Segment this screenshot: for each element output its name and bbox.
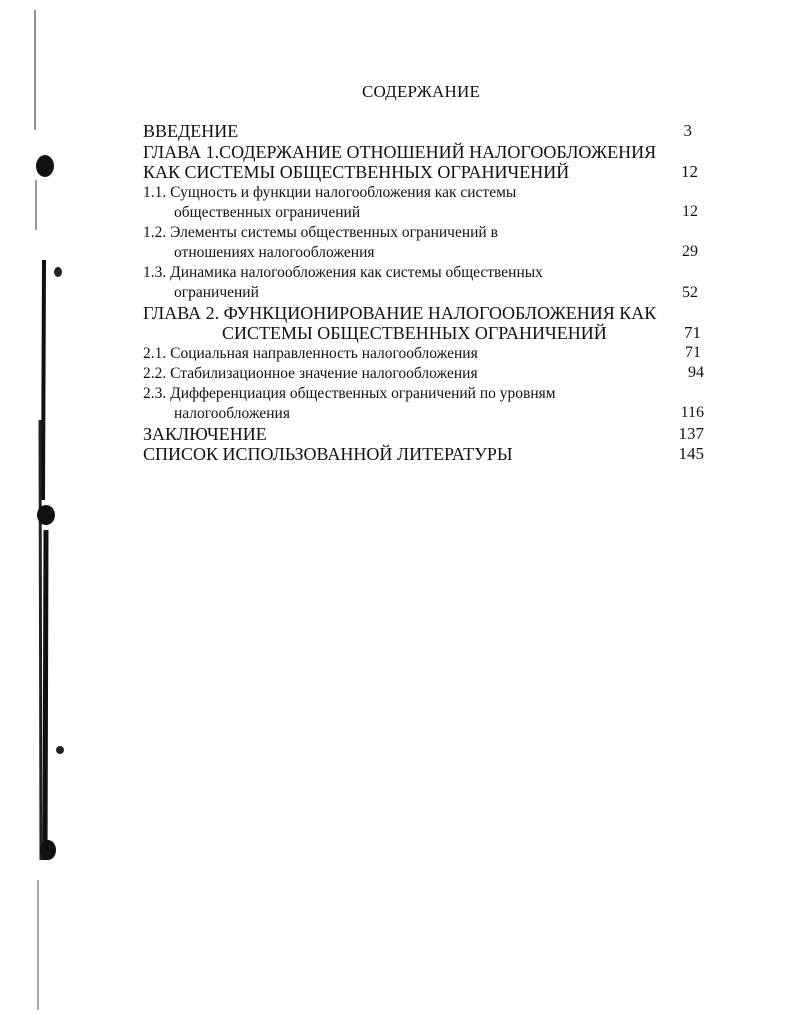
punch-hole-middle (37, 505, 55, 525)
toc-references-label: СПИСОК ИСПОЛЬЗОВАННОЙ ЛИТЕРАТУРЫ (143, 444, 513, 464)
toc-section-2-1-page: 71 (685, 344, 701, 361)
page-title: СОДЕРЖАНИЕ (362, 82, 481, 101)
toc-section-1-2-line2: отношениях налогообложения (174, 244, 375, 261)
toc-section-1-3-line2: ограничений (174, 284, 259, 301)
toc-section-1-1-line2: общественных ограничений (174, 204, 361, 221)
toc-section-2-3-line2: налогообложения (174, 405, 290, 422)
toc-section-1-1-page: 12 (682, 203, 698, 220)
toc-chapter2-page: 71 (684, 323, 701, 342)
toc-section-1-3-page: 52 (682, 284, 698, 301)
toc-chapter1-line1: ГЛАВА 1.СОДЕРЖАНИЕ ОТНОШЕНИЙ НАЛОГООБЛОЖЕНИЯ (143, 142, 657, 162)
punch-hole-top (36, 155, 54, 177)
toc-section-2-2-page: 94 (688, 364, 704, 381)
toc-section-1-2-line1: 1.2. Элементы системы общественных ограничений в (143, 224, 498, 241)
toc-references-page: 145 (678, 444, 704, 463)
toc-section-1-1-line1: 1.1. Сущность и функции налогообложения как системы (143, 184, 517, 201)
toc-chapter2-line1: ГЛАВА 2. ФУНКЦИОНИРОВАНИЕ НАЛОГООБЛОЖЕНИЯ КАК (143, 303, 657, 323)
punch-hole-bottom (40, 840, 56, 860)
toc-intro-label: ВВЕДЕНИЕ (143, 121, 239, 141)
toc-intro-page: 3 (683, 121, 692, 140)
toc-section-2-2-line1: 2.2. Стабилизационное значение налогообложения (143, 365, 478, 382)
toc-section-2-3-line1: 2.3. Дифференциация общественных ограничений по уровням (143, 385, 556, 402)
toc-section-2-1-line1: 2.1. Социальная направленность налогообложения (143, 345, 478, 362)
toc-section-1-3-line1: 1.3. Динамика налогообложения как системы общественных (143, 264, 543, 281)
toc-chapter1-line2: КАК СИСТЕМЫ ОБЩЕСТВЕННЫХ ОГРАНИЧЕНИЙ (143, 162, 570, 182)
toc-section-2-3-page: 116 (680, 404, 704, 421)
toc-chapter2-line2: СИСТЕМЫ ОБЩЕСТВЕННЫХ ОГРАНИЧЕНИЙ (222, 323, 607, 343)
binding-edge-artifacts (0, 0, 90, 1024)
toc-conclusion-label: ЗАКЛЮЧЕНИЕ (143, 424, 267, 444)
toc-conclusion-page: 137 (678, 424, 704, 443)
toc-chapter1-page: 12 (681, 162, 698, 181)
toc-section-1-2-page: 29 (682, 243, 698, 260)
